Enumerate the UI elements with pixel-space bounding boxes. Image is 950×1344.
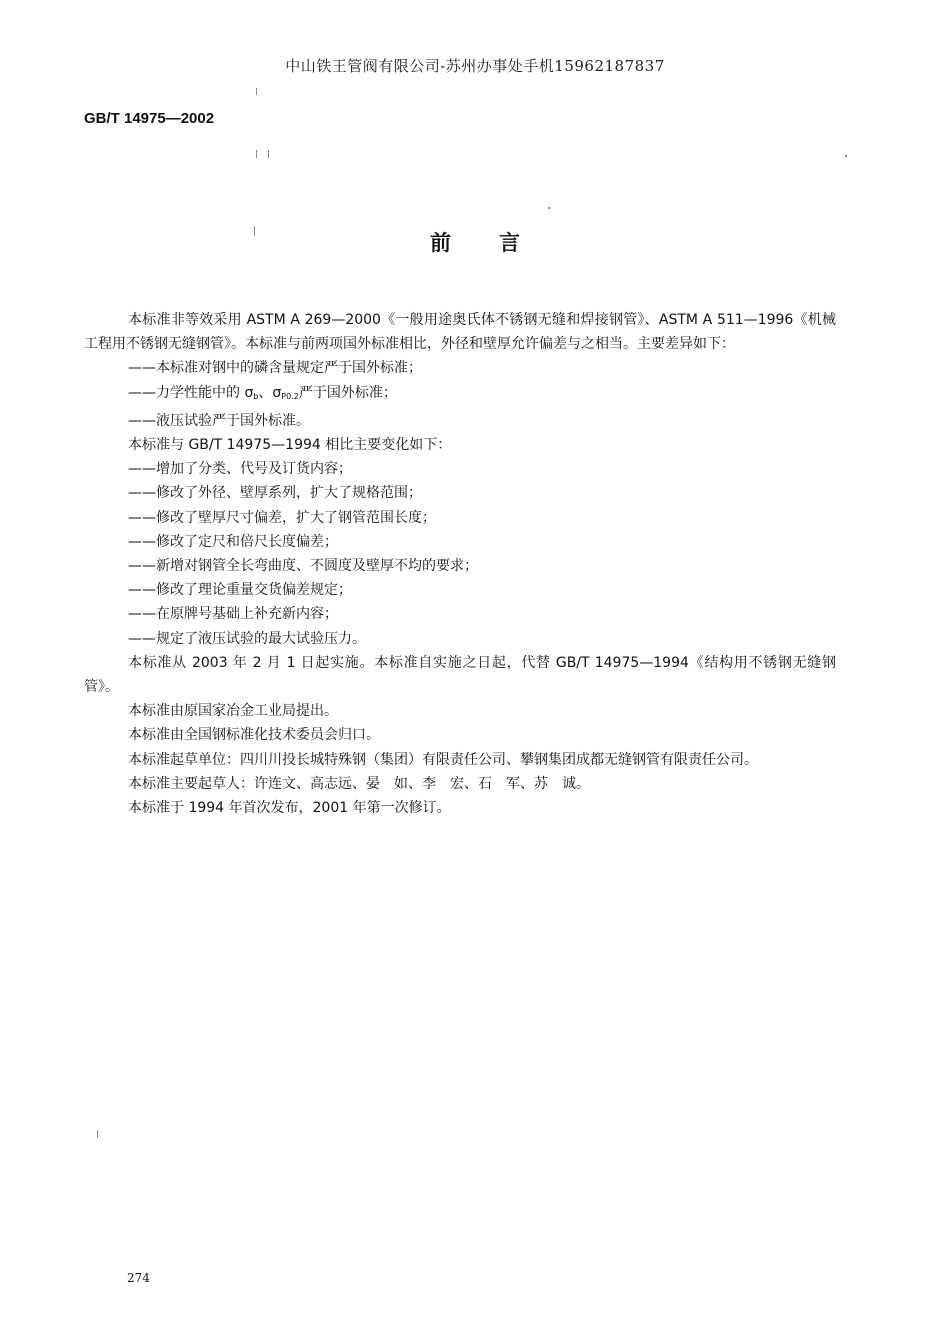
paragraph-adoption: 本标准非等效采用 ASTM A 269—2000《一般用途奥氏体不锈钢无缝和焊接钢管》、ASTM A 511—1996《机械工程用不锈钢无缝钢管》。本标准与前两项国外标准相比，外径和壁厚允许偏差与之相当。主要差异如下： (84, 312, 836, 353)
scan-speck (845, 155, 847, 157)
difference-text: ——力学性能中的 σ (128, 384, 254, 401)
foreword-body (84, 308, 836, 820)
difference-text: 严于国外标准； (298, 384, 397, 401)
paragraph-effective-date: 本标准从 2003 年 2 月 1 日起实施。本标准自实施之日起，代替 GB/T 14975—1994《结构用不锈钢无缝钢管》。 (84, 654, 836, 696)
change-item: ——修改了理论重量交货偏差规定； (128, 582, 352, 599)
subscript: P0.2 (281, 391, 299, 401)
paragraph-drafting-units: 本标准起草单位：四川川投长城特殊钢（集团）有限责任公司、攀钢集团成都无缝钢管有限责任公司。 (128, 751, 758, 768)
change-item: ——在原牌号基础上补充新内容； (128, 606, 338, 623)
paragraph-changes-intro: 本标准与 GB/T 14975—1994 相比主要变化如下： (128, 437, 452, 454)
subscript: b (253, 391, 259, 401)
scan-speck (548, 207, 550, 209)
paragraph-history: 本标准于 1994 年首次发布，2001 年第一次修订。 (128, 800, 451, 817)
page-title: 前言 (430, 231, 568, 255)
change-item: ——修改了定尺和倍尺长度偏差； (128, 533, 338, 550)
difference-item: ——本标准对钢中的磷含量规定严于国外标准； (128, 360, 422, 377)
scan-speck (268, 150, 269, 158)
paragraph-proposer: 本标准由原国家冶金工业局提出。 (128, 703, 338, 720)
paragraph-centralized: 本标准由全国钢标准化技术委员会归口。 (128, 727, 380, 744)
header-banner: 中山铁王管阀有限公司-苏州办事处手机15962187837 (285, 57, 665, 75)
change-item: ——新增对钢管全长弯曲度、不圆度及壁厚不均的要求； (128, 558, 478, 575)
difference-item (84, 381, 836, 409)
change-item: ——规定了液压试验的最大试验压力。 (128, 630, 366, 647)
scan-speck (256, 150, 257, 158)
change-item: ——修改了壁厚尺寸偏差，扩大了钢管范围长度； (128, 509, 436, 526)
scan-speck (97, 1130, 98, 1138)
scan-speck (256, 88, 257, 95)
standard-number: GB/T 14975—2002 (84, 110, 215, 127)
difference-text: 、σ (258, 384, 282, 401)
page-number: 274 (127, 1271, 150, 1285)
change-item: ——增加了分类、代号及订货内容； (128, 461, 352, 478)
paragraph-drafters: 本标准主要起草人：许连文、高志远、晏 如、李 宏、石 军、苏 诚。 (128, 775, 590, 792)
change-item: ——修改了外径、壁厚系列，扩大了规格范围； (128, 485, 422, 502)
scan-speck (254, 226, 255, 236)
difference-item: ——液压试验严于国外标准。 (128, 412, 310, 429)
